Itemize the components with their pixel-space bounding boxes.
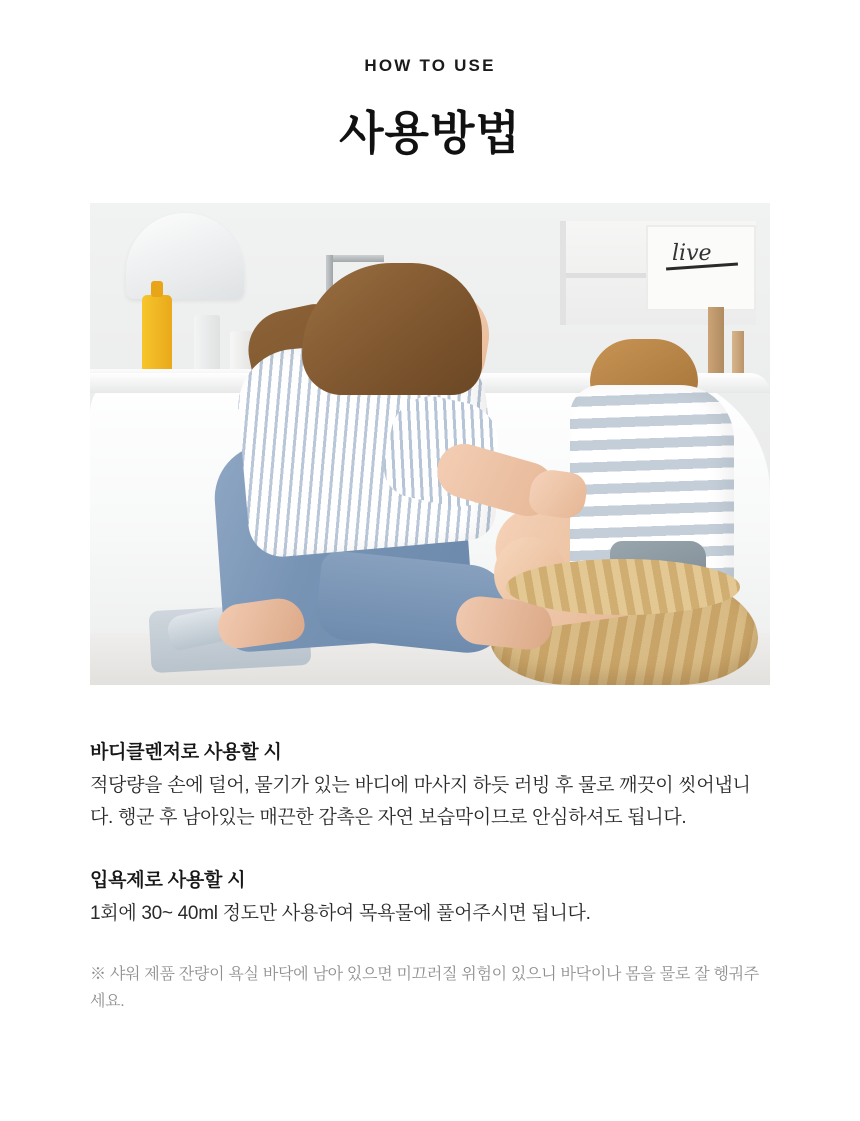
page-title: 사용방법 bbox=[339, 107, 521, 159]
instruction-block-body-wash bbox=[90, 737, 770, 835]
caution-note: ※ 샤워 제품 잔량이 욕실 바닥에 남아 있으면 미끄러질 위험이 있으니 바닥이나 몸을 물로 잘 헹궈주세요. bbox=[90, 965, 759, 1011]
jar-icon-a bbox=[194, 315, 220, 371]
instruction-block-bath-additive bbox=[90, 865, 770, 931]
bath-additive-text: 1회에 30~ 40ml 정도만 사용하여 목욕물에 풀어주시면 됩니다. bbox=[90, 902, 591, 924]
bath-additive-heading: 입욕제로 사용할 시 bbox=[90, 869, 246, 891]
faucet-spout bbox=[326, 255, 384, 262]
shampoo-bottle-icon bbox=[142, 295, 172, 373]
instruction-photo bbox=[90, 203, 770, 685]
body-wash-heading: 바디클렌저로 사용할 시 bbox=[90, 741, 282, 763]
instructions bbox=[90, 737, 770, 1016]
frame-script-text: live bbox=[672, 240, 712, 266]
section-eyebrow: HOW TO USE bbox=[364, 56, 496, 75]
woven-pouf-top bbox=[506, 559, 740, 615]
picture-frame-icon bbox=[646, 225, 756, 311]
body-wash-text: 적당량을 손에 덜어, 물기가 있는 바디에 마사지 하듯 러빙 후 물로 깨끗이 씻어냅니다. 행군 후 남아있는 매끈한 감촉은 자연 보습막이므로 안심하셔도 됩니다. bbox=[90, 774, 751, 829]
photo-illustration bbox=[90, 203, 770, 685]
